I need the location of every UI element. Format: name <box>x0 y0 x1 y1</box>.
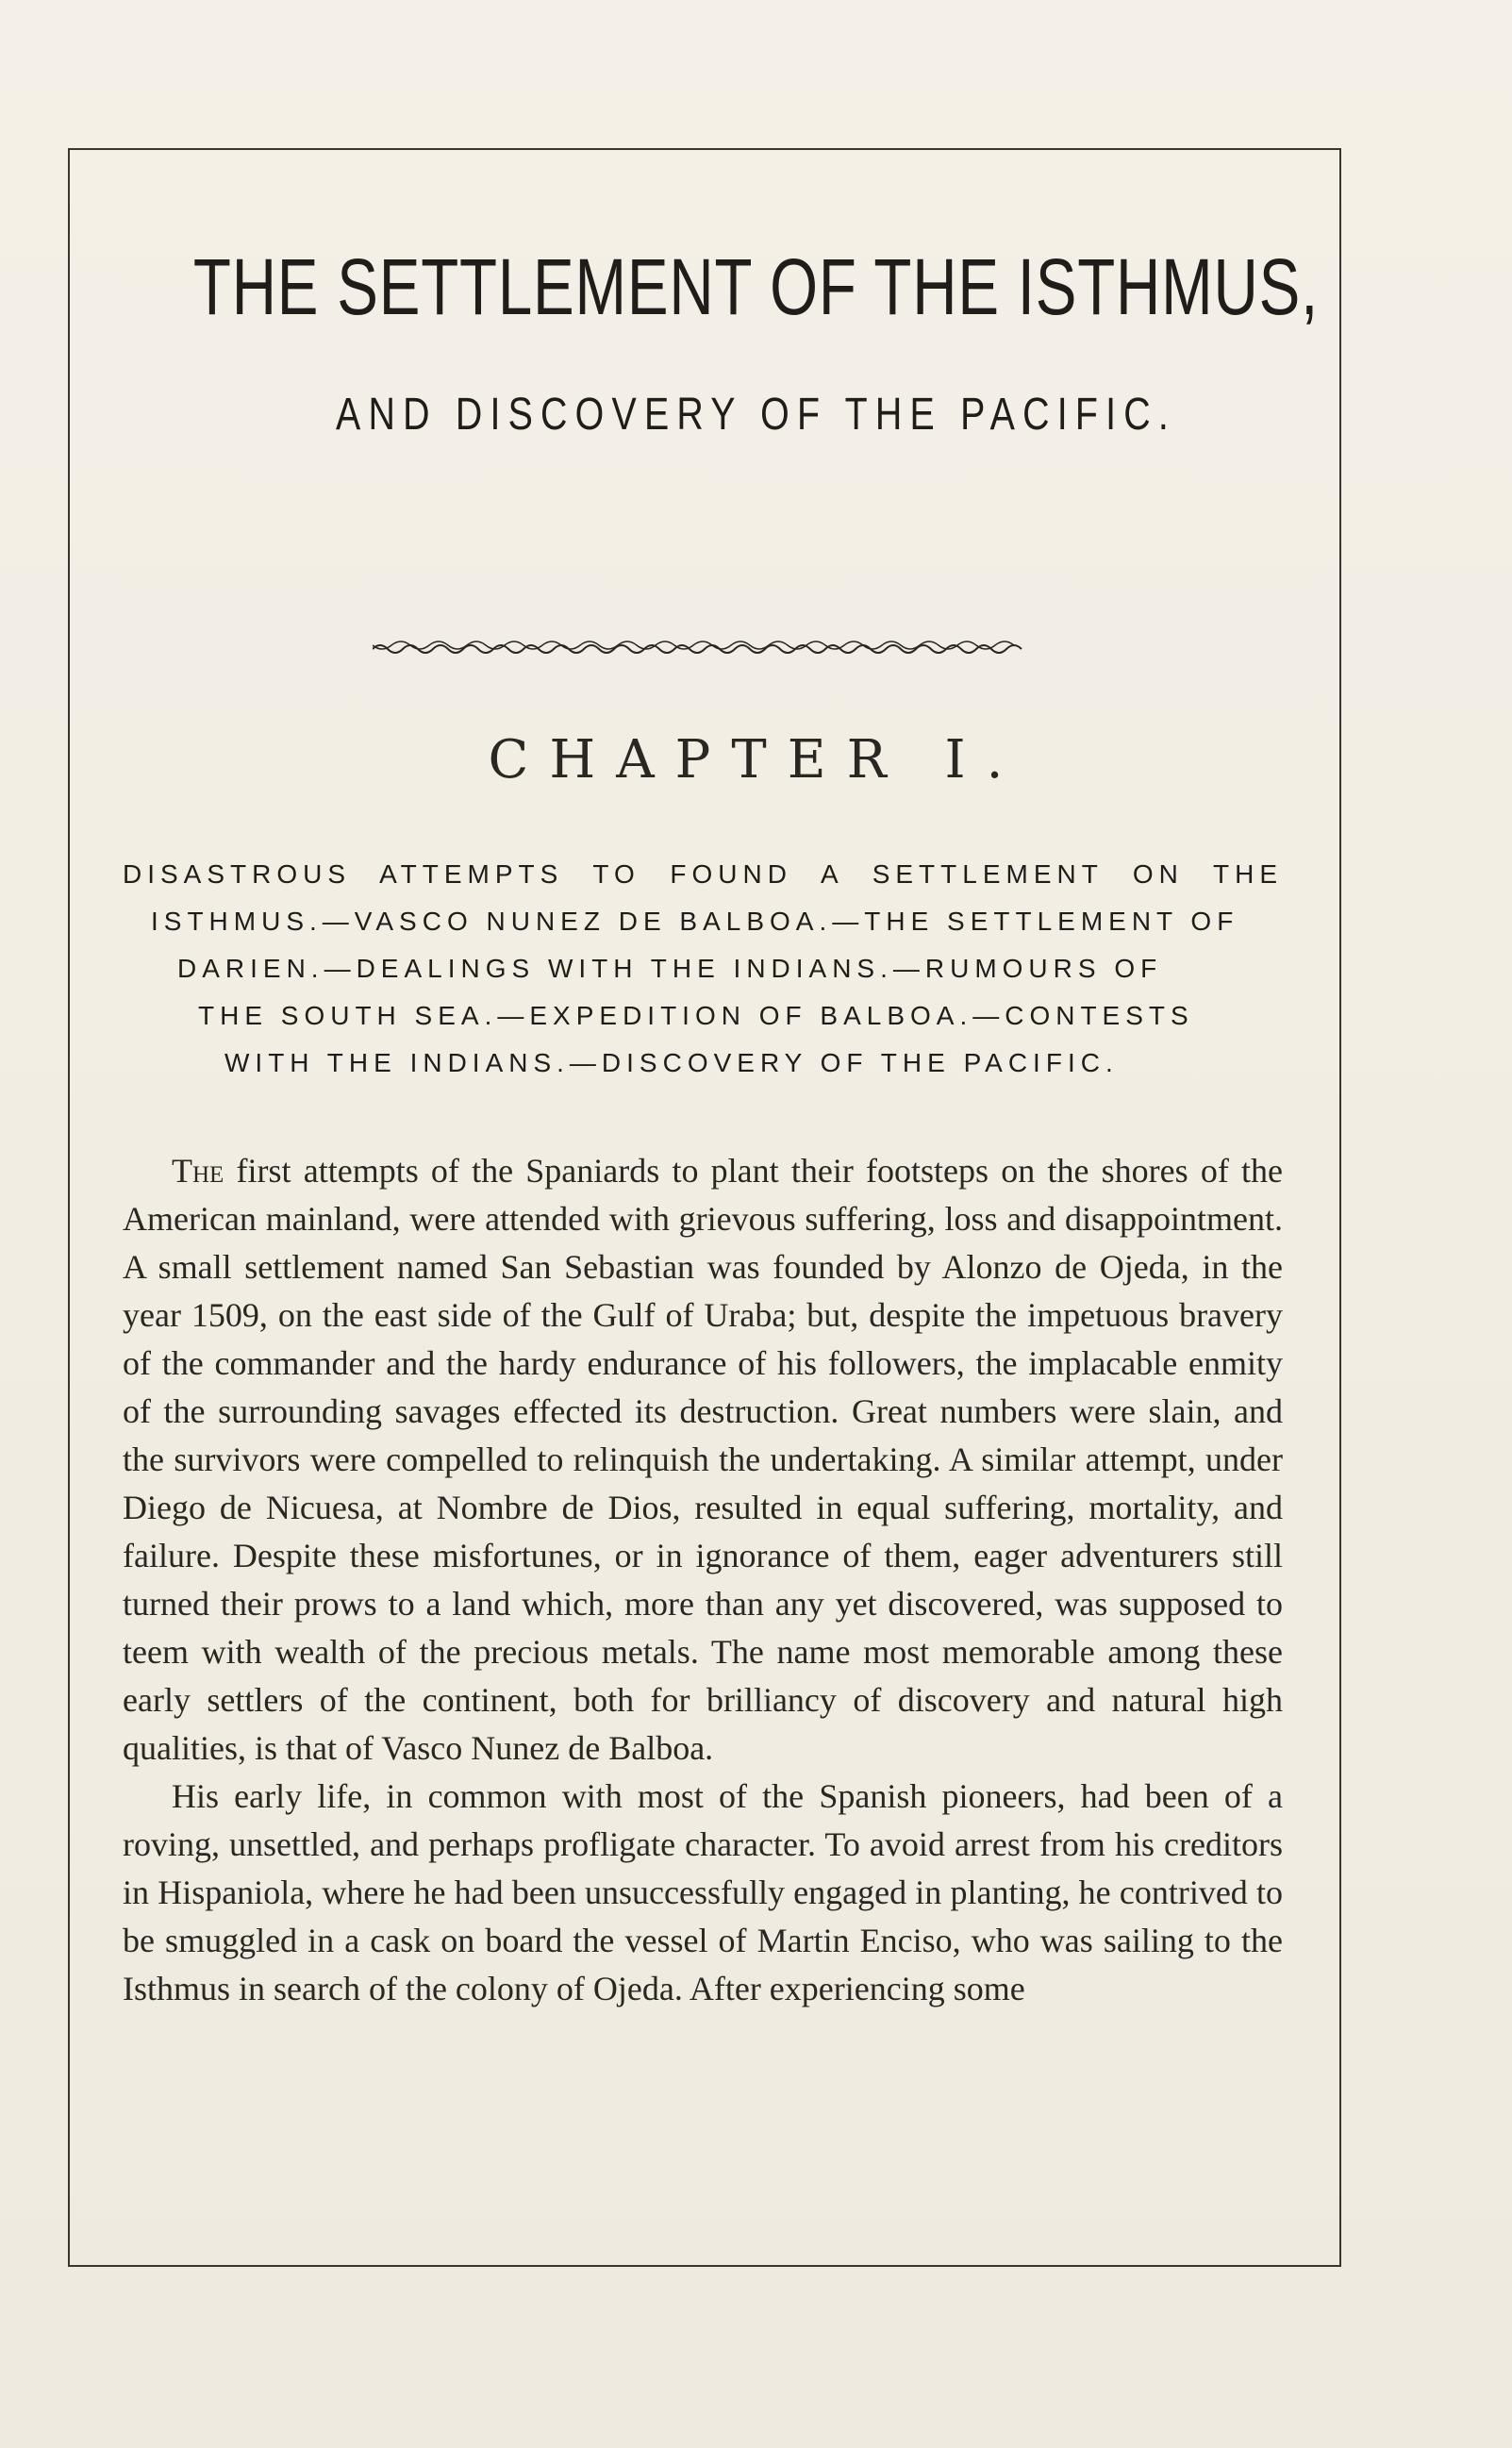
paragraph-1-text: first attempts of the Spaniards to plant their footsteps on the shores of the American mainland, were attended with grievous suffering, loss and disappointment. A small settlement named San Sebastian was founded by Alonzo de Ojeda, in the year 1509, on the east side of the Gulf of Uraba; but, despite the impetuous bravery of the commander and the hardy endurance of his followers, the implacable enmity of the surrounding savages effected its destruction. Great numbers were slain, and the survivors were compelled to relinquish the undertaking. A similar attempt, under Diego de Nicuesa, at Nombre de Dios, resulted in equal suffering, mortality, and failure. Despite these misfortunes, or in ignorance of them, eager adventurers still turned their prows to a land which, more than any yet discovered, was supposed to teem with wealth of the precious metals. The name most memorable among these early settlers of the continent, both for brilliancy of discovery and natural high qualities, is that of Vasco Nunez de Balboa. <box>123 1152 1283 1767</box>
chapter-summary <box>123 851 1283 1087</box>
chapter-body <box>123 1147 1283 2013</box>
summary-line: THE SOUTH SEA.—EXPEDITION OF BALBOA.—CONTESTS <box>198 1001 1194 1030</box>
decorative-wavy-rule <box>373 632 1023 660</box>
summary-line: WITH THE INDIANS.—DISCOVERY OF THE PACIFIC. <box>224 1048 1119 1077</box>
page-subtitle: AND DISCOVERY OF THE PACIFIC. <box>335 390 1177 440</box>
summary-line: ISTHMUS.—VASCO NUNEZ DE BALBOA.—THE SETTLEMENT OF <box>151 907 1239 936</box>
chapter-heading: CHAPTER I. <box>488 729 1024 791</box>
page-title: THE SETTLEMENT OF THE ISTHMUS, <box>192 242 1320 331</box>
paragraph-2: His early life, in common with most of the Spanish pioneers, had been of a roving, unsettled, and perhaps profligate character. To avoid arrest from his creditors in Hispaniola, where he had been unsuccessfully engaged in planting, he contrived to be smuggled in a cask on board the vessel of Martin Enciso, who was sailing to the Isthmus in search of the colony of Ojeda. After experiencing some <box>123 1777 1283 2007</box>
summary-line: DARIEN.—DEALINGS WITH THE INDIANS.—RUMOURS OF <box>177 954 1163 983</box>
paragraph-1 <box>123 1147 1283 1773</box>
summary-line: DISASTROUS ATTEMPTS TO FOUND A SETTLEMENT ON THE <box>123 859 1283 889</box>
paragraph-lead-word: The <box>172 1152 224 1190</box>
